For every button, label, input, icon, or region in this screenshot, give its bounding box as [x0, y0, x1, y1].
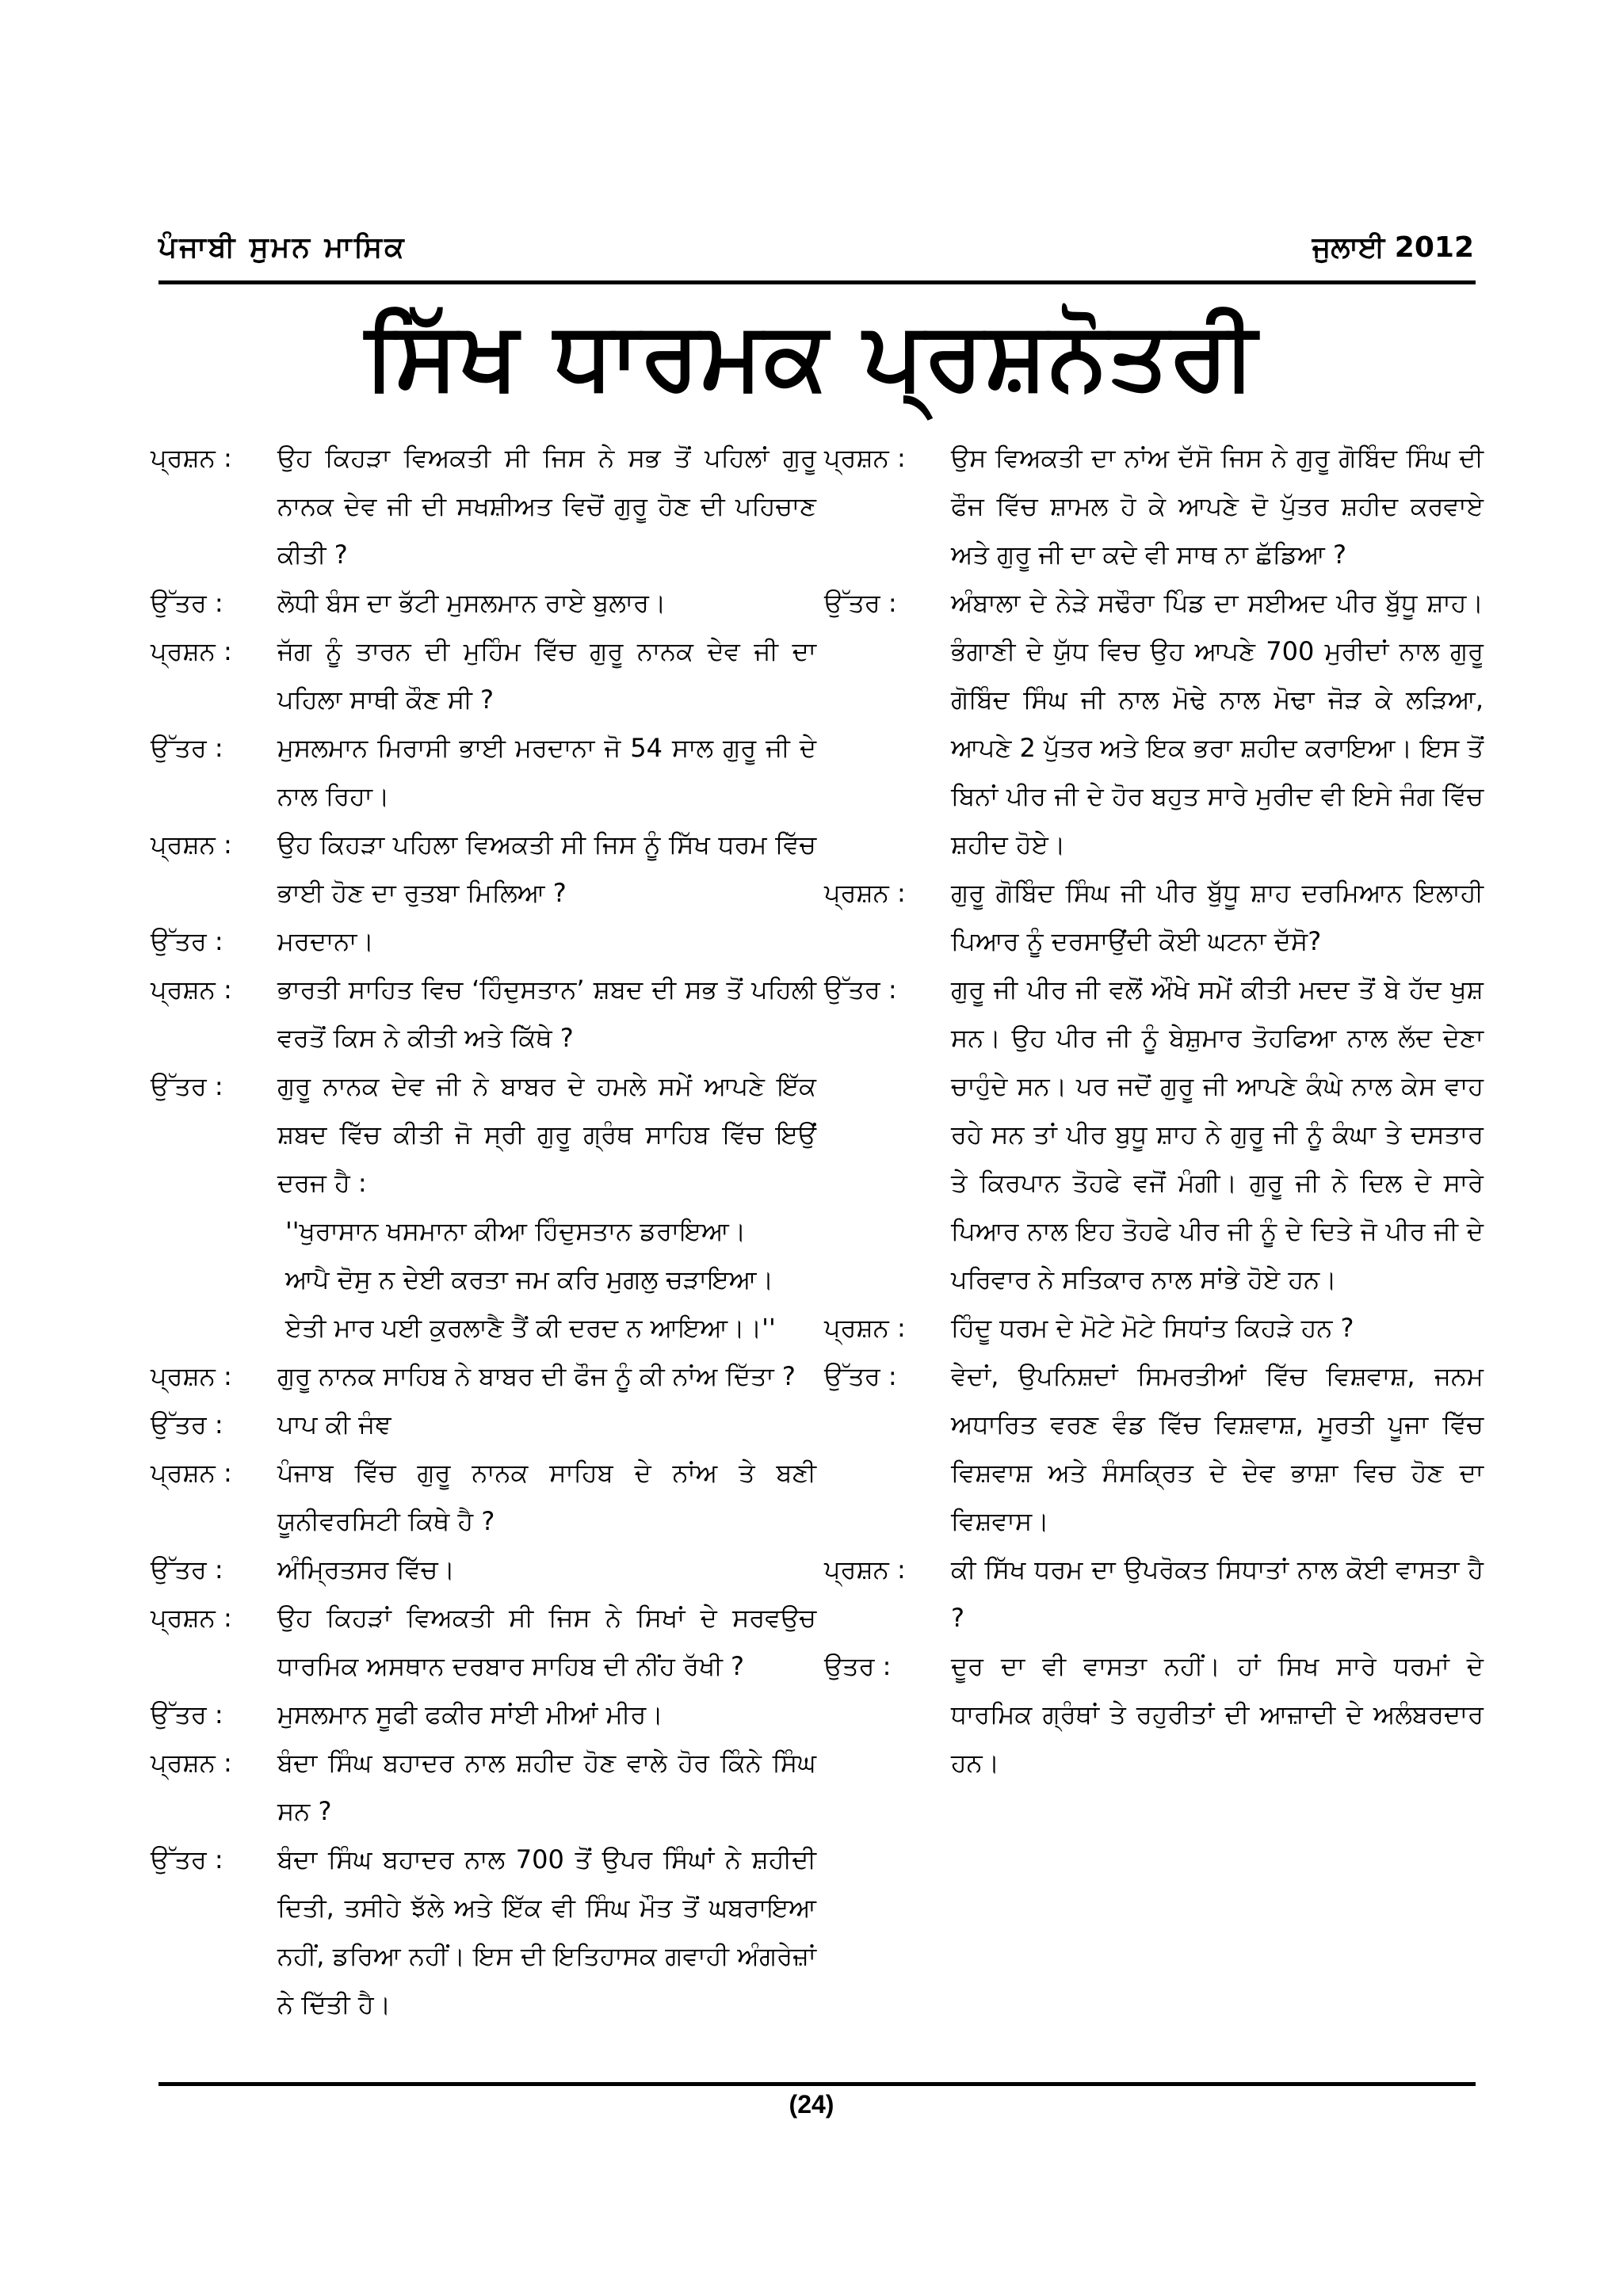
header-divider [158, 280, 1476, 284]
issue-date: ਜੁਲਾਈ 2012 [1312, 231, 1474, 264]
answer-text: ਅੰਬਾਲਾ ਦੇ ਨੇੜੇ ਸਢੌਰਾ ਪਿੰਡ ਦਾ ਸਈਅਦ ਪੀਰ ਬੁੱਧੂ ਸ਼ਾਹ। ਭੰਗਾਣੀ ਦੇ ਯੁੱਧ ਵਿਚ ਉਹ ਆਪਣੇ 700 ਮੁਰੀਦਾਂ ਨਾਲ ਗੁਰੂ ਗੋਬਿੰਦ ਸਿੰਘ ਜੀ ਨਾਲ ਮੋਢੇ ਨਾਲ ਮੋਢਾ ਜੋੜ ਕੇ ਲੜਿਆ, ਆਪਣੇ 2 ਪੁੱਤਰ ਅਤੇ ਇਕ ਭਰਾ ਸ਼ਹੀਦ ਕਰਾਇਆ। ਇਸ ਤੋਂ ਬਿਨਾਂ ਪੀਰ ਜੀ ਦੇ ਹੋਰ ਬਹੁਤ ਸਾਰੇ ਮੁਰੀਦ ਵੀ ਇਸੇ ਜੰਗ ਵਿੱਚ ਸ਼ਹੀਦ ਹੋਏ। [951, 588, 1484, 860]
page-number: (24) [789, 2090, 834, 2119]
question-text: ਗੁਰੂ ਗੋਬਿੰਦ ਸਿੰਘ ਜੀ ਪੀਰ ਬੁੱਧੂ ਸ਼ਾਹ ਦਰਮਿਆਨ ਇਲਾਹੀ ਪਿਆਰ ਨੂੰ ਦਰਸਾਉਂਦੀ ਕੋਈ ਘਟਨਾ ਦੱਸੋ? [951, 878, 1484, 956]
question-label: ਪ੍ਰਸ਼ਨ : [151, 443, 232, 473]
question-label: ਪ੍ਰਸ਼ਨ : [151, 974, 232, 1005]
question-text: ਗੁਰੂ ਨਾਨਕ ਸਾਹਿਬ ਨੇ ਬਾਬਰ ਦੀ ਫੌਜ ਨੂੰ ਕੀ ਨਾਂਅ ਦਿੱਤਾ ? [277, 1361, 796, 1391]
question-entry [824, 434, 1484, 579]
question-entry [151, 966, 816, 1062]
question-text: ਉਹ ਕਿਹੜਾਂ ਵਿਅਕਤੀ ਸੀ ਜਿਸ ਨੇ ਸਿਖਾਂ ਦੇ ਸਰਵਉਚ ਧਾਰਮਿਕ ਅਸਥਾਨ ਦਰਬਾਰ ਸਾਹਿਬ ਦੀ ਨੀਂਹ ਰੱਖੀ ? [277, 1603, 816, 1681]
answer-text: ਗੁਰੂ ਜੀ ਪੀਰ ਜੀ ਵਲੋਂ ਔਖੇ ਸਮੇਂ ਕੀਤੀ ਮਦਦ ਤੋਂ ਬੇ ਹੱਦ ਖੁਸ਼ ਸਨ। ਉਹ ਪੀਰ ਜੀ ਨੂੰ ਬੇਸ਼ੁਮਾਰ ਤੋਹਫਿਆ ਨਾਲ ਲੱਦ ਦੇਣਾ ਚਾਹੁੰਦੇ ਸਨ। ਪਰ ਜਦੋਂ ਗੁਰੂ ਜੀ ਆਪਣੇ ਕੰਘੇ ਨਾਲ ਕੇਸ ਵਾਹ ਰਹੇ ਸਨ ਤਾਂ ਪੀਰ ਬੁਧੂ ਸ਼ਾਹ ਨੇ ਗੁਰੂ ਜੀ ਨੂੰ ਕੰਘਾ ਤੇ ਦਸਤਾਰ ਤੇ ਕਿਰਪਾਨ ਤੋਹਫੇ ਵਜੋਂ ਮੰਗੀ। ਗੁਰੂ ਜੀ ਨੇ ਦਿਲ ਦੇ ਸਾਰੇ ਪਿਆਰ ਨਾਲ ਇਹ ਤੋਹਫੇ ਪੀਰ ਜੀ ਨੂੰ ਦੇ ਦਿਤੇ ਜੋ ਪੀਰ ਜੀ ਦੇ ਪਰਿਵਾਰ ਨੇ ਸਤਿਕਾਰ ਨਾਲ ਸਾਂਭੇ ਹੋਏ ਹਨ। [951, 974, 1484, 1295]
answer-label: ਉੱਤਰ : [151, 926, 223, 956]
answer-text: ਮੁਸਲਮਾਨ ਸੂਫੀ ਫਕੀਰ ਸਾਂਈ ਮੀਆਂ ਮੀਰ। [277, 1699, 663, 1730]
running-header [158, 231, 1474, 276]
question-text: ਕੀ ਸਿੱਖ ਧਰਮ ਦਾ ਉਪਰੋਕਤ ਸਿਧਾਤਾਂ ਨਾਲ ਕੋਈ ਵਾਸਤਾ ਹੈ ? [951, 1554, 1484, 1633]
question-entry [824, 869, 1484, 966]
question-label: ਪ੍ਰਸ਼ਨ : [824, 878, 906, 908]
question-text: ਉਸ ਵਿਅਕਤੀ ਦਾ ਨਾਂਅ ਦੱਸੋ ਜਿਸ ਨੇ ਗੁਰੂ ਗੋਬਿੰਦ ਸਿੰਘ ਦੀ ਫੌਜ ਵਿੱਚ ਸ਼ਾਮਲ ਹੋ ਕੇ ਆਪਣੇ ਦੋ ਪੁੱਤਰ ਸ਼ਹੀਦ ਕਰਵਾਏ ਅਤੇ ਗੁਰੂ ਜੀ ਦਾ ਕਦੇ ਵੀ ਸਾਥ ਨਾ ਛੱਡਿਆ ? [951, 443, 1484, 570]
question-entry [824, 1546, 1484, 1642]
question-text: ਬੰਦਾ ਸਿੰਘ ਬਹਾਦਰ ਨਾਲ ਸ਼ਹੀਦ ਹੋਣ ਵਾਲੇ ਹੋਰ ਕਿੰਨੇ ਸਿੰਘ ਸਨ ? [277, 1748, 816, 1826]
answer-label: ਉੱਤਰ : [824, 1361, 897, 1391]
question-label: ਪ੍ਰਸ਼ਨ : [151, 830, 232, 860]
answer-entry [824, 579, 1484, 869]
question-entry [151, 627, 816, 724]
question-entry [151, 434, 816, 579]
answer-entry [151, 724, 816, 821]
answer-entry [151, 1062, 816, 1207]
left-column [151, 434, 816, 2029]
answer-entry [151, 1691, 816, 1739]
question-label: ਪ੍ਰਸ਼ਨ : [151, 1603, 232, 1633]
question-label: ਪ੍ਰਸ਼ਨ : [824, 1554, 906, 1585]
question-text: ਜੱਗ ਨੂੰ ਤਾਰਨ ਦੀ ਮੁਹਿੰਮ ਵਿੱਚ ਗੁਰੂ ਨਾਨਕ ਦੇਵ ਜੀ ਦਾ ਪਹਿਲਾ ਸਾਥੀ ਕੌਣ ਸੀ ? [277, 636, 816, 715]
question-entry [151, 821, 816, 917]
answer-entry [824, 966, 1484, 1304]
question-label: ਪ੍ਰਸ਼ਨ : [151, 1458, 232, 1488]
answer-label: ਉੱਤਰ : [824, 974, 897, 1005]
question-entry [151, 1594, 816, 1691]
quoted-verse-line: ''ਖੁਰਾਸਾਨ ਖਸਮਾਨਾ ਕੀਆ ਹਿੰਦੁਸਤਾਨ ਡਰਾਇਆ। [285, 1216, 747, 1246]
answer-label: ਉੱਤਰ : [151, 1409, 223, 1440]
answer-entry [824, 1642, 1484, 1787]
answer-text: ਲੋਧੀ ਬੰਸ ਦਾ ਭੱਟੀ ਮੁਸਲਮਾਨ ਰਾਏ ਬੁਲਾਰ। [277, 588, 666, 618]
answer-text: ਬੰਦਾ ਸਿੰਘ ਬਹਾਦਰ ਨਾਲ 700 ਤੋਂ ਉਪਰ ਸਿੰਘਾਂ ਨੇ ਸ਼ਹੀਦੀ ਦਿਤੀ, ਤਸੀਹੇ ਝੱਲੇ ਅਤੇ ਇੱਕ ਵੀ ਸਿੰਘ ਮੌਤ ਤੋਂ ਘਬਰਾਇਆ ਨਹੀਂ, ਡਰਿਆ ਨਹੀਂ। ਇਸ ਦੀ ਇਤਿਹਾਸਕ ਗਵਾਹੀ ਅੰਗਰੇਜ਼ਾਂ ਨੇ ਦਿੱਤੀ ਹੈ। [277, 1844, 816, 2019]
answer-entry [151, 579, 816, 627]
magazine-name: ਪੰਜਾਬੀ ਸੁਮਨ ਮਾਸਿਕ [158, 231, 407, 264]
answer-text: ਦੂਰ ਦਾ ਵੀ ਵਾਸਤਾ ਨਹੀਂ। ਹਾਂ ਸਿਖ ਸਾਰੇ ਧਰਮਾਂ ਦੇ ਧਾਰਮਿਕ ਗ੍ਰੰਥਾਂ ਤੇ ਰਹੁਰੀਤਾਂ ਦੀ ਆਜ਼ਾਦੀ ਦੇ ਅਲੰਬਰਦਾਰ ਹਨ। [951, 1651, 1484, 1778]
question-label: ਪ੍ਰਸ਼ਨ : [151, 636, 232, 666]
answer-label: ਉੱਤਰ : [824, 588, 897, 618]
question-entry [824, 1304, 1484, 1352]
answer-text: ਅੰਮ੍ਰਿਤਸਰ ਵਿੱਚ। [277, 1554, 455, 1585]
question-label: ਪ੍ਰਸ਼ਨ : [824, 443, 906, 473]
question-text: ਉਹ ਕਿਹੜਾ ਵਿਅਕਤੀ ਸੀ ਜਿਸ ਨੇ ਸਭ ਤੋਂ ਪਹਿਲਾਂ ਗੁਰੂ ਨਾਨਕ ਦੇਵ ਜੀ ਦੀ ਸਖਸ਼ੀਅਤ ਵਿਚੋਂ ਗੁਰੂ ਹੋਣ ਦੀ ਪਹਿਚਾਣ ਕੀਤੀ ? [277, 443, 816, 570]
page-title: ਸਿੱਖ ਧਾਰਮਕ ਪ੍ਰਸ਼ਨੋਤਰੀ [365, 300, 1258, 410]
question-label: ਪ੍ਰਸ਼ਨ : [151, 1748, 232, 1778]
answer-entry [151, 1401, 816, 1449]
question-label: ਪ੍ਰਸ਼ਨ : [151, 1361, 232, 1391]
right-column [824, 434, 1484, 1787]
question-text: ਪੰਜਾਬ ਵਿੱਚ ਗੁਰੂ ਨਾਨਕ ਸਾਹਿਬ ਦੇ ਨਾਂਅ ਤੇ ਬਣੀ ਯੂਨੀਵਰਸਿਟੀ ਕਿਥੇ ਹੈ ? [277, 1458, 816, 1536]
question-entry [151, 1449, 816, 1546]
question-label: ਪ੍ਰਸ਼ਨ : [824, 1313, 906, 1343]
question-text: ਭਾਰਤੀ ਸਾਹਿਤ ਵਿਚ ‘ਹਿੰਦੁਸਤਾਨ’ ਸ਼ਬਦ ਦੀ ਸਭ ਤੋਂ ਪਹਿਲੀ ਵਰਤੋਂ ਕਿਸ ਨੇ ਕੀਤੀ ਅਤੇ ਕਿੱਥੇ ? [277, 974, 816, 1053]
question-entry [151, 1352, 816, 1401]
quoted-verse-line: ਏਤੀ ਮਾਰ ਪਈ ਕੁਰਲਾਣੈ ਤੈਂ ਕੀ ਦਰਦ ਨ ਆਇਆ।।'' [285, 1313, 776, 1343]
answer-label: ਉੱਤਰ : [151, 1554, 223, 1585]
question-entry [151, 1739, 816, 1836]
answer-label: ਉੱਤਰ : [151, 733, 223, 763]
answer-label: ਉੱਤਰ : [151, 588, 223, 618]
footer-divider [158, 2082, 1476, 2086]
answer-entry [151, 1546, 816, 1594]
answer-entry [151, 1836, 816, 2029]
answer-text: ਮਰਦਾਨਾ। [277, 926, 374, 956]
question-text: ਉਹ ਕਿਹੜਾ ਪਹਿਲਾ ਵਿਅਕਤੀ ਸੀ ਜਿਸ ਨੂੰ ਸਿੱਖ ਧਰਮ ਵਿੱਚ ਭਾਈ ਹੋਣ ਦਾ ਰੁਤਬਾ ਮਿਲਿਆ ? [277, 830, 816, 908]
answer-text: ਵੇਦਾਂ, ਉਪਨਿਸ਼ਦਾਂ ਸਿਮਰਤੀਆਂ ਵਿੱਚ ਵਿਸ਼ਵਾਸ਼, ਜਨਮ ਅਧਾਰਿਤ ਵਰਣ ਵੰਡ ਵਿੱਚ ਵਿਸ਼ਵਾਸ਼, ਮੂਰਤੀ ਪੂਜਾ ਵਿੱਚ ਵਿਸ਼ਵਾਸ਼ ਅਤੇ ਸੰਸਕ੍ਰਿਤ ਦੇ ਦੇਵ ਭਾਸ਼ਾ ਵਿਚ ਹੋਣ ਦਾ ਵਿਸ਼ਵਾਸ। [951, 1361, 1484, 1536]
answer-label: ਉਤਰ : [824, 1651, 892, 1681]
answer-label: ਉੱਤਰ : [151, 1844, 223, 1875]
answer-text: ਪਾਪ ਕੀ ਜੰਞ [277, 1409, 391, 1440]
answer-text: ਮੁਸਲਮਾਨ ਮਿਰਾਸੀ ਭਾਈ ਮਰਦਾਨਾ ਜੋ 54 ਸਾਲ ਗੁਰੂ ਜੀ ਦੇ ਨਾਲ ਰਿਹਾ। [277, 733, 816, 811]
answer-label: ਉੱਤਰ : [151, 1699, 223, 1730]
answer-text: ਗੁਰੂ ਨਾਨਕ ਦੇਵ ਜੀ ਨੇ ਬਾਬਰ ਦੇ ਹਮਲੇ ਸਮੇਂ ਆਪਣੇ ਇੱਕ ਸ਼ਬਦ ਵਿੱਚ ਕੀਤੀ ਜੋ ਸ੍ਰੀ ਗੁਰੂ ਗ੍ਰੰਥ ਸਾਹਿਬ ਵਿੱਚ ਇਉਂ ਦਰਜ ਹੈ : [277, 1071, 816, 1198]
answer-entry [151, 917, 816, 966]
quoted-verse-line: ਆਪੈ ਦੋਸੁ ਨ ਦੇਈ ਕਰਤਾ ਜਮ ਕਰਿ ਮੁਗਲੁ ਚੜਾਇਆ। [285, 1264, 774, 1295]
answer-entry [824, 1352, 1484, 1546]
answer-label: ਉੱਤਰ : [151, 1071, 223, 1101]
question-text: ਹਿੰਦੂ ਧਰਮ ਦੇ ਮੋਟੇ ਮੋਟੇ ਸਿਧਾਂਤ ਕਿਹੜੇ ਹਨ ? [951, 1313, 1354, 1343]
